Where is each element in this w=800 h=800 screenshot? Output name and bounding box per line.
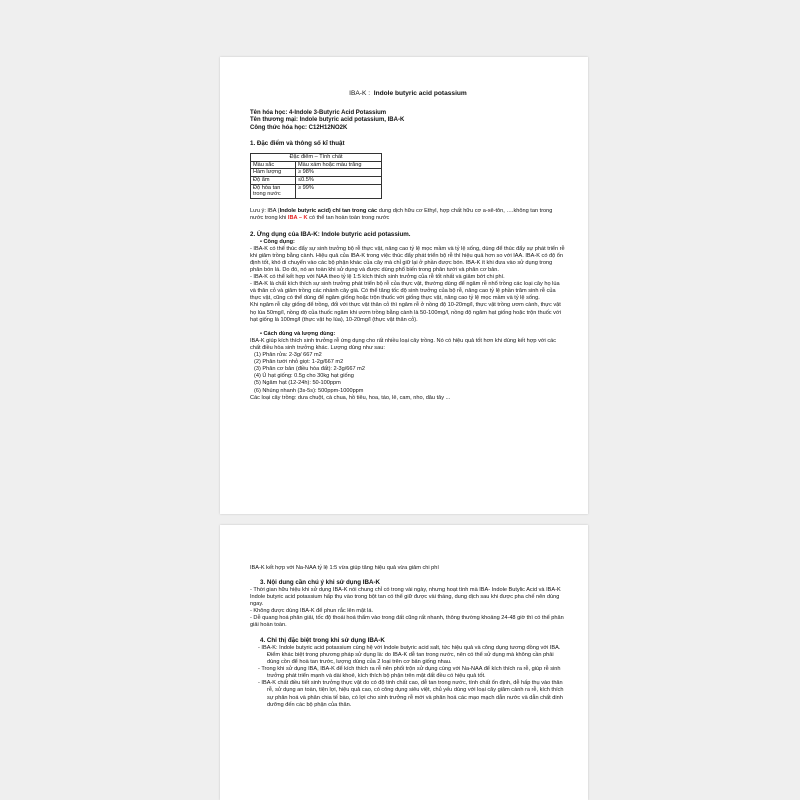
uses-paragraph: - IBA-K có thể thúc đẩy sự sinh trưởng bộ rễ thực vật, nâng cao tỷ lệ mọc mầm và tỷ lệ sống, dùng để thúc đẩy sự phát triển rễ khi giâm trồng bằng cành. Hiệu quả của IBA-K trong việc thúc đẩy phát triển bộ rễ thì hiệu quả hơn so với IAA. IBA-K có độ ổn định tốt, khó di chuyển vào các bộ phận khác của cây mà chỉ giữ lại ở phần được bón. IBA-K ít khi đưa vào sử dụng trong phân bón lá. Do đó, nó an toàn khi sử dụng và được dùng phổ biến trong phân tưới và phân cơ bản. <box>250 245 565 274</box>
spec-label: Hàm lượng <box>251 169 296 177</box>
uses-paragraph: - IBA-K là chất kích thích sự sinh trưởng phát triển bộ rễ của thực vật, thường dùng để ngâm rễ nhổ trồng các loại cây họ lúa và thân cỏ và giâm trồng các nhánh cây già. Có thể tăng tốc độ sinh trưởng của bộ rễ, nâng cao tỷ lệ phần trăm sinh rễ của thực vật, cũng có thể dùng để ngâm giống hoặc trộn thuốc với giống thực vật, nâng cao tỷ lệ mọc mầm và tỷ lệ sống. <box>250 281 560 302</box>
page-2-content <box>250 565 566 709</box>
section-3-paragraph: - Thời gian hữu hiệu khi sử dụng IBA-K nói chung chỉ có trong vài ngày, nhưng hoạt tính mà IBA- Indole Butylic Acid và IBA-K Indole butyric acid potassium hấp thụ vào trong bột tan có thể giữ được vài tháng, dung dịch sau khi được pha chế nên dùng ngay. <box>250 586 561 607</box>
spec-label: Độ ẩm <box>251 177 296 185</box>
list-item: (2) Phân tưới nhỏ giọt: 1-2g/667 m2 <box>254 359 344 366</box>
note-text: Lưu ý: IBA ( <box>250 207 280 214</box>
dosage-intro: IBA-K giúp kích thích sinh trưởng rễ ứng dụng cho rất nhiều loại cây trồng. Nó có hiệu quả tốt hơn khi dùng kết hợp với các chất điều hòa sinh trưởng khác. Lượng dùng như sau: <box>250 337 557 351</box>
uses-heading: • Công dụng: <box>260 238 295 245</box>
section-2-heading: 2. Ứng dụng của IBA-K: Indole butyric acid potassium. <box>250 231 411 239</box>
section-4-heading: 4. Chỉ thị đặc biệt trong khi sử dụng IBA-K <box>260 637 385 645</box>
uses-paragraph: Khi ngâm rễ cây giống để trồng, đối với thực vật thân cỏ thì ngâm rễ ở nồng độ 10-20mg/l, thực vật trồng ươm cành, thực vật họ lúa 50mg/l, nồng độ của thuốc ngâm khi ươm trồng bằng cành là 50-100mg/l, nồng độ ngâm hạt giống hoặc trộn thuốc với hạt giống là 100mg/l (thực vật họ lúa), 10-20mg/l (thực vật thân cỏ). <box>250 302 561 323</box>
trade-name: Tên thương mại: Indole butyric acid potassium, IBA-K <box>250 117 405 124</box>
list-item: (4) Ủ hạt giống: 0.5g cho 30kg hạt giống <box>254 373 354 380</box>
list-item: (3) Phân cơ bản (điều hòa đất): 2-3g/667 m2 <box>254 366 365 373</box>
section-3-heading: 3. Nội dung cần chú ý khi sử dụng IBA-K <box>260 579 380 587</box>
spec-value: ≥ 99% <box>296 184 382 198</box>
section-4-list <box>250 645 566 709</box>
title-main: Indole butyric acid potassium <box>373 90 467 97</box>
crops-line: Các loại cây trồng: dưa chuột, cà chua, hồ tiêu, hoa, táo, lê, cam, nho, dâu tây ... <box>250 394 451 401</box>
dosage-heading: • Cách dùng và lượng dùng: <box>260 330 336 337</box>
document-page-2 <box>220 525 588 800</box>
note-text: Indole butyric acid) <box>279 207 331 214</box>
note-text: có thể tan hoàn toàn trong nước <box>307 214 390 221</box>
section-3-paragraph: - Không được dùng IBA-K để phun rắc lên mặt lá. <box>250 607 374 614</box>
list-item: - Trong khi sử dụng IBA, IBA-K để kích thích ra rễ nên phối trộn sử dụng cùng với Na-NAA để kích thích ra rễ, giúp rễ sinh trưởng phát triển mạnh và dài khoẻ, kích thích bộ phận trên mặt đất đều có hiệu quả tốt. <box>258 666 561 680</box>
uses-paragraph: - IBA-K có thể kết hợp với NAA theo tỷ lệ 1:5 kích thích sinh trưởng của rễ tốt nhất và giảm bớt chi phí. <box>250 274 505 281</box>
section-3-paragraph: - Dễ quang hoá phân giải, tốc độ thoái hoá thẩm vào trong đất cũng rất nhanh, thông thường khoảng 24-48 giờ thì có thể phân giải hoàn toàn. <box>250 615 564 629</box>
spec-label: Màu sắc <box>251 161 296 169</box>
table-row <box>251 177 382 185</box>
title-prefix: IBA-K : <box>349 90 371 97</box>
spec-table-header: Đặc điểm – Tính chất <box>251 154 382 162</box>
note-highlight: IBA – K <box>287 214 308 221</box>
dosage-list <box>250 352 566 395</box>
table-row <box>251 161 382 169</box>
spec-label: Độ hòa tan trong nước <box>251 184 296 198</box>
list-item: (5) Ngâm hạt (12-24h): 50-100ppm <box>254 380 341 387</box>
table-row <box>251 184 382 198</box>
chemical-name: Tên hóa học: 4-Indole 3-Butyric Acid Potassium <box>250 110 387 117</box>
spec-value: ≥ 98% <box>296 169 382 177</box>
list-item: (6) Nhúng nhanh (3s-5s): 500ppm-1000ppm <box>254 387 364 394</box>
chemical-formula: Công thức hóa học: C12H12NO2K <box>250 124 348 131</box>
document-page-1 <box>220 57 588 514</box>
table-row <box>251 169 382 177</box>
list-item: - IBA-K chất điều tiết sinh trưởng thực vật do có độ tinh chất cao, dễ tan trong nước, tính chất ổn định, dễ hấp thụ vào thân rễ, sử dụng an toàn, tiện lợi, hiệu quả cao, có công dụng siêu việt, chủ yếu dùng với loại cây giâm cành ra rễ, kích thích sự phân hoá và phân chia tế bào, có lợi cho sinh trưởng rễ mới và phân hoá các mạo mạch dẫn nước và dẫn chất dinh dưỡng đến các bộ phận của thân. <box>258 680 564 708</box>
document-title <box>250 90 566 97</box>
note-text: chỉ tan trong các <box>330 207 378 214</box>
spec-value: Màu xám hoặc màu trắng <box>296 161 382 169</box>
note-text: dung dịch hữu cơ Ethyl, hợp chất hữu cơ a-xê-tôn, ….không tan trong nước trong khi <box>250 207 553 221</box>
page-1-content <box>250 90 566 402</box>
list-item: (1) Phân rửa: 2-3g/ 667 m2 <box>254 352 322 359</box>
chemical-info <box>250 110 566 132</box>
solubility-note <box>250 208 566 222</box>
list-item: - IBA-K: Indole butyric acid potassium cùng hệ với Indole butyric acid salt, tức hiệu quả và công dụng tương đồng với IBA. Điểm khác biệt trong phương pháp sử dụng là: do IBA-K dễ tan trong nước, nên có thể sử dụng mà không cần phải dùng cồn để hoà tan trước, lượng dùng của 2 loại trên cơ bản giống nhau. <box>258 644 561 666</box>
na-naa-intro: IBA-K kết hợp với Na-NAA tỷ lệ 1:5 vừa giúp tăng hiệu quả vừa giảm chi phí <box>250 565 439 571</box>
spec-table <box>250 153 382 199</box>
spec-value: ≤0.5% <box>296 177 382 185</box>
section-1-heading: 1. Đặc điểm và thông số kĩ thuật <box>250 139 345 147</box>
